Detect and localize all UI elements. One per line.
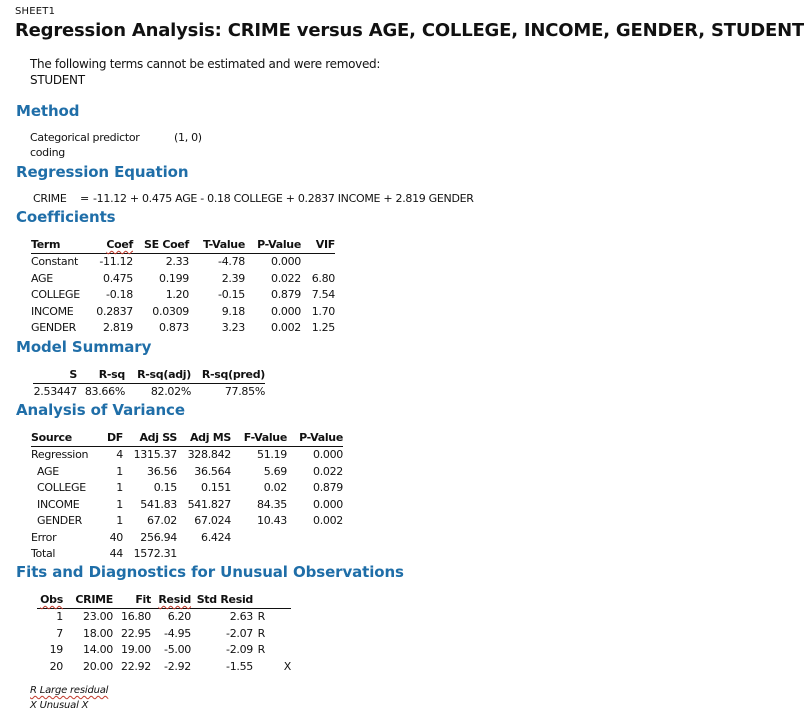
col-t-value: T-Value (189, 236, 245, 253)
source-cell: Regression (31, 448, 89, 462)
resid-cell: 6.20 (167, 610, 191, 624)
s-cell: 2.53447 (33, 385, 77, 399)
col-se-coef (133, 236, 189, 253)
equation-response: CRIME (33, 192, 67, 205)
col-fit: Fit (113, 591, 151, 608)
flag-r-cell: R (257, 643, 265, 657)
se-coef-cell: 0.873 (159, 321, 189, 335)
equation-equals: = (80, 192, 89, 205)
adj-ms-cell: 541.827 (187, 497, 231, 511)
crime-cell: 14.00 (83, 643, 113, 657)
col-p-value: P-Value (245, 236, 301, 253)
col-obs-label: Obs (40, 592, 63, 606)
legend-line1: R Large residual (30, 685, 109, 696)
p-value-cell (287, 546, 343, 563)
t-value-cell: 3.23 (221, 321, 245, 335)
unusual-table (37, 591, 291, 675)
resid-cell: -4.95 (164, 626, 191, 640)
method-value: (1, 0) (174, 131, 202, 144)
model-summary-table (33, 366, 265, 400)
table-row (31, 287, 335, 304)
term-cell: COLLEGE (31, 288, 80, 302)
f-value-cell: 51.19 (257, 448, 287, 462)
method-label-line1: Categorical predictor (30, 131, 140, 144)
col-std-resid-label: Std Resid (196, 592, 253, 606)
term-cell: Constant (31, 255, 79, 269)
vif-cell: 1.25 (311, 321, 335, 335)
table-row (37, 658, 291, 675)
p-value-cell: 0.022 (271, 271, 301, 285)
anova-heading: Analysis of Variance (16, 401, 185, 419)
flag-x-cell (265, 642, 291, 659)
se-coef-cell: 0.0309 (152, 304, 189, 318)
t-value-cell: 2.39 (221, 271, 245, 285)
page-title: Regression Analysis: CRIME versus AGE, COLLEGE, INCOME, GENDER, STUDENT (15, 20, 804, 41)
vif-cell: 7.54 (311, 288, 335, 302)
col-resid (151, 591, 191, 608)
p-value-cell: 0.879 (271, 288, 301, 302)
col-flag-r (253, 591, 265, 608)
vif-cell: 1.70 (311, 304, 335, 318)
adj-ms-cell: 328.842 (187, 448, 231, 462)
t-value-cell: -4.78 (218, 255, 245, 269)
t-value-cell: 9.18 (221, 304, 245, 318)
col-obs (37, 591, 63, 608)
source-cell: COLLEGE (37, 481, 86, 495)
col-p-value: P-Value (287, 429, 343, 446)
legend-unusual-x (30, 700, 88, 711)
t-value-cell: -0.15 (218, 288, 245, 302)
col-flag-x (265, 591, 291, 608)
adj-ss-cell: 0.15 (153, 481, 177, 495)
f-value-cell: 5.69 (263, 464, 287, 478)
std-resid-cell: -2.09 (226, 643, 253, 657)
df-cell: 40 (109, 530, 123, 544)
method-label-line2: coding (30, 146, 65, 159)
f-value-cell: 10.43 (257, 514, 287, 528)
df-cell: 1 (116, 497, 123, 511)
method-heading: Method (16, 102, 80, 120)
f-value-cell (231, 529, 287, 546)
p-value-cell (287, 529, 343, 546)
flag-x-cell (265, 625, 291, 642)
adj-ms-cell: 0.151 (201, 481, 231, 495)
flag-r-cell: R (257, 626, 265, 640)
col-df: DF (95, 429, 123, 446)
col-adj-ss: Adj SS (123, 429, 177, 446)
p-value-cell: 0.000 (271, 304, 301, 318)
obs-cell: 19 (49, 643, 63, 657)
r-sq-pred-cell: 77.85% (224, 385, 265, 399)
table-row (31, 446, 343, 463)
table-row (37, 642, 291, 659)
obs-cell: 20 (49, 659, 63, 673)
std-resid-cell: 2.63 (229, 610, 253, 624)
col-crime: CRIME (63, 591, 113, 608)
term-cell: AGE (31, 271, 53, 285)
fit-cell: 22.92 (121, 659, 151, 673)
coef-cell: 0.475 (103, 271, 133, 285)
table-row (31, 253, 335, 270)
model-summary-heading: Model Summary (16, 338, 152, 356)
col-r-sq-pred: R-sq(pred) (191, 366, 265, 383)
coefficients-heading: Coefficients (16, 208, 116, 226)
col-r-sq-adj: R-sq(adj) (125, 366, 191, 383)
coefficients-table (31, 236, 335, 336)
table-row (31, 463, 343, 480)
flag-x-cell (265, 608, 291, 625)
table-row (31, 270, 335, 287)
std-resid-cell: -1.55 (226, 659, 253, 673)
coef-cell: 0.2837 (96, 304, 133, 318)
method-label (30, 130, 140, 160)
col-resid-label: Resid (158, 592, 191, 606)
source-cell: Error (31, 530, 57, 544)
vif-cell: 6.80 (311, 271, 335, 285)
source-cell: GENDER (37, 514, 82, 528)
col-source: Source (31, 429, 95, 446)
term-cell: GENDER (31, 321, 76, 335)
equation-rhs: -11.12 + 0.475 AGE - 0.18 COLLEGE + 0.2837 INCOME + 2.819 GENDER (93, 192, 474, 205)
crime-cell: 20.00 (83, 659, 113, 673)
sheet-label: SHEET1 (15, 6, 56, 17)
legend-line2: X Unusual X (30, 700, 89, 711)
p-value-cell: 0.002 (313, 514, 343, 528)
adj-ss-cell: 541.83 (140, 497, 177, 511)
fit-cell: 19.00 (121, 643, 151, 657)
col-coef-label: Coef (106, 237, 133, 251)
table-row (31, 320, 335, 337)
se-coef-cell: 1.20 (165, 288, 189, 302)
adj-ss-cell: 256.94 (140, 530, 177, 544)
adj-ss-cell: 67.02 (147, 514, 177, 528)
resid-cell: -5.00 (164, 643, 191, 657)
anova-header-row (31, 429, 343, 446)
adj-ss-cell: 36.56 (147, 464, 177, 478)
p-value-cell: 0.000 (313, 448, 343, 462)
std-resid-cell: -2.07 (226, 626, 253, 640)
adj-ss-cell: 1572.31 (133, 547, 177, 561)
crime-cell: 18.00 (83, 626, 113, 640)
table-row (33, 383, 265, 400)
col-coef (85, 236, 133, 253)
col-se-coef-label: SE Coef (143, 237, 189, 251)
source-cell: AGE (37, 464, 59, 478)
removed-note-line1: The following terms cannot be estimated and were removed: (30, 57, 381, 71)
col-r-sq: R-sq (77, 366, 125, 383)
removed-terms-note (30, 56, 380, 88)
col-term: Term (31, 236, 85, 253)
anova-table (31, 429, 343, 562)
model-summary-header-row (33, 366, 265, 383)
f-value-cell: 84.35 (257, 497, 287, 511)
df-cell: 1 (116, 481, 123, 495)
unusual-heading: Fits and Diagnostics for Unusual Observations (16, 563, 404, 581)
table-row (31, 513, 343, 530)
adj-ss-cell: 1315.37 (133, 448, 177, 462)
resid-cell: -2.92 (164, 659, 191, 673)
p-value-cell: 0.022 (313, 464, 343, 478)
adj-ms-cell: 67.024 (194, 514, 231, 528)
flag-r-cell (253, 658, 265, 675)
se-coef-cell: 0.199 (159, 271, 189, 285)
table-row (31, 303, 335, 320)
df-cell: 1 (116, 514, 123, 528)
crime-cell: 23.00 (83, 610, 113, 624)
table-row (37, 608, 291, 625)
df-cell: 1 (116, 464, 123, 478)
term-cell: INCOME (31, 304, 74, 318)
coef-cell: -0.18 (106, 288, 133, 302)
legend-large-residual (30, 685, 108, 696)
source-cell: Total (31, 547, 56, 561)
fit-cell: 22.95 (121, 626, 151, 640)
obs-cell: 7 (56, 626, 63, 640)
f-value-cell (231, 546, 287, 563)
fit-cell: 16.80 (121, 610, 151, 624)
adj-ms-cell: 36.564 (194, 464, 231, 478)
p-value-cell: 0.000 (313, 497, 343, 511)
p-value-cell: 0.879 (313, 481, 343, 495)
coef-cell: 2.819 (103, 321, 133, 335)
p-value-cell: 0.002 (271, 321, 301, 335)
col-std-resid (191, 591, 253, 608)
se-coef-cell: 2.33 (165, 255, 189, 269)
table-row (31, 529, 343, 546)
removed-note-line2: STUDENT (30, 73, 85, 87)
table-row (31, 496, 343, 513)
r-sq-adj-cell: 82.02% (150, 385, 191, 399)
col-adj-ms: Adj MS (177, 429, 231, 446)
col-s: S (33, 366, 77, 383)
flag-r-cell: R (257, 610, 265, 624)
unusual-header-row (37, 591, 291, 608)
col-f-value: F-Value (231, 429, 287, 446)
df-cell: 44 (109, 547, 123, 561)
col-vif: VIF (301, 236, 335, 253)
equation-heading: Regression Equation (16, 163, 189, 181)
coefficients-header-row (31, 236, 335, 253)
table-row (31, 546, 343, 563)
table-row (37, 625, 291, 642)
vif-cell (301, 253, 335, 270)
p-value-cell: 0.000 (271, 255, 301, 269)
coef-cell: -11.12 (99, 255, 133, 269)
adj-ms-cell (177, 546, 231, 563)
df-cell: 4 (116, 448, 123, 462)
r-sq-cell: 83.66% (84, 385, 125, 399)
adj-ms-cell: 6.424 (201, 530, 231, 544)
flag-x-cell: X (283, 659, 291, 673)
table-row (31, 480, 343, 497)
f-value-cell: 0.02 (263, 481, 287, 495)
source-cell: INCOME (37, 497, 80, 511)
obs-cell: 1 (56, 610, 63, 624)
